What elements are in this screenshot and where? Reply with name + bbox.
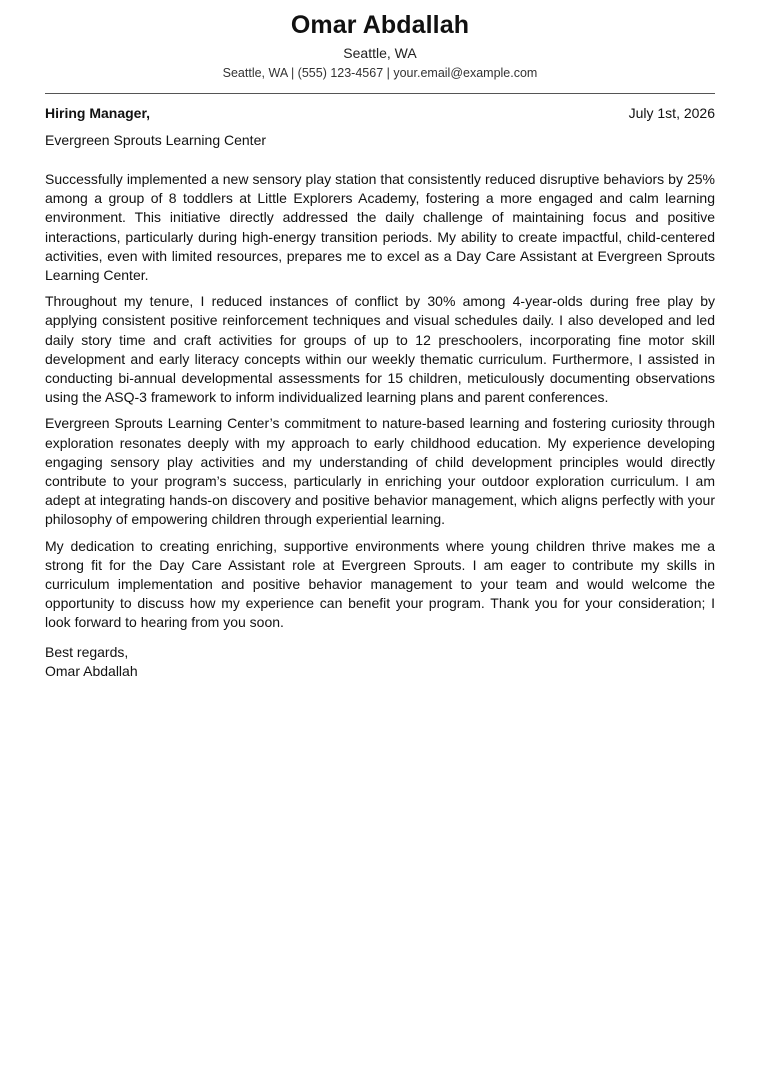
letter-header [45,0,715,81]
sender-contact-line: Seattle, WA | (555) 123-4567 | your.email@example.com [222,66,538,80]
letter-meta-row [45,104,715,122]
body-paragraph: My dedication to creating enriching, supportive environments where young children thrive makes me a strong fit for the Day Care Assistant role at Evergreen Sprouts. I am eager to contribute my skills in curriculum implementation and positive behavior management to your team and would welcome the opportunity to discuss how my experience can benefit your program. Thank you for your consideration; I look forward to hearing from you soon. [45,537,715,631]
closing-phrase: Best regards, [45,643,129,660]
letter-closing [45,643,715,681]
recipient-company: Evergreen Sprouts Learning Center [45,132,267,148]
header-divider [45,93,715,94]
body-paragraph: Evergreen Sprouts Learning Center’s commitment to nature-based learning and fostering curiosity through exploration resonates deeply with my approach to early childhood education. My experience developing engaging sensory play activities and my understanding of child development principles would directly contribute to your program’s success, particularly in enriching your outdoor exploration curriculum. I am adept at integrating hands-on discovery and positive behavior management, which aligns perfectly with your philosophy of empowering children through experiential learning. [45,415,715,528]
recipient-salutation: Hiring Manager, [45,105,151,121]
sender-location: Seattle, WA [343,45,417,61]
body-paragraph: Throughout my tenure, I reduced instances of conflict by 30% among 4-year-olds during free play by applying consistent positive reinforcement techniques and visual schedules daily. I also developed and led daily story time and craft activities for groups of up to 12 preschoolers, incorporating fine motor skill development and early literacy concepts within our weekly thematic curriculum. Furthermore, I assisted in conducting bi-annual developmental assessments for 15 children, meticulously documenting observations using the ASQ-3 framework to inform individualized learning plans and parent conferences. [45,293,715,406]
body-paragraph: Successfully implemented a new sensory play station that consistently reduced disruptive behaviors by 25% among a group of 8 toddlers at Little Explorers Academy, fostering a more engaged and calm learning environment. This initiative directly addressed the daily challenge of maintaining focus and positive interactions, particularly during high-energy transition periods. My ability to create impactful, child-centered activities, even with limited resources, prepares me to excel as a Day Care Assistant at Evergreen Sprouts Learning Center. [45,171,715,284]
signature-name: Omar Abdallah [45,662,138,679]
sender-name: Omar Abdallah [290,11,470,39]
letter-body [45,170,715,633]
letter-date: July 1st, 2026 [628,105,715,121]
